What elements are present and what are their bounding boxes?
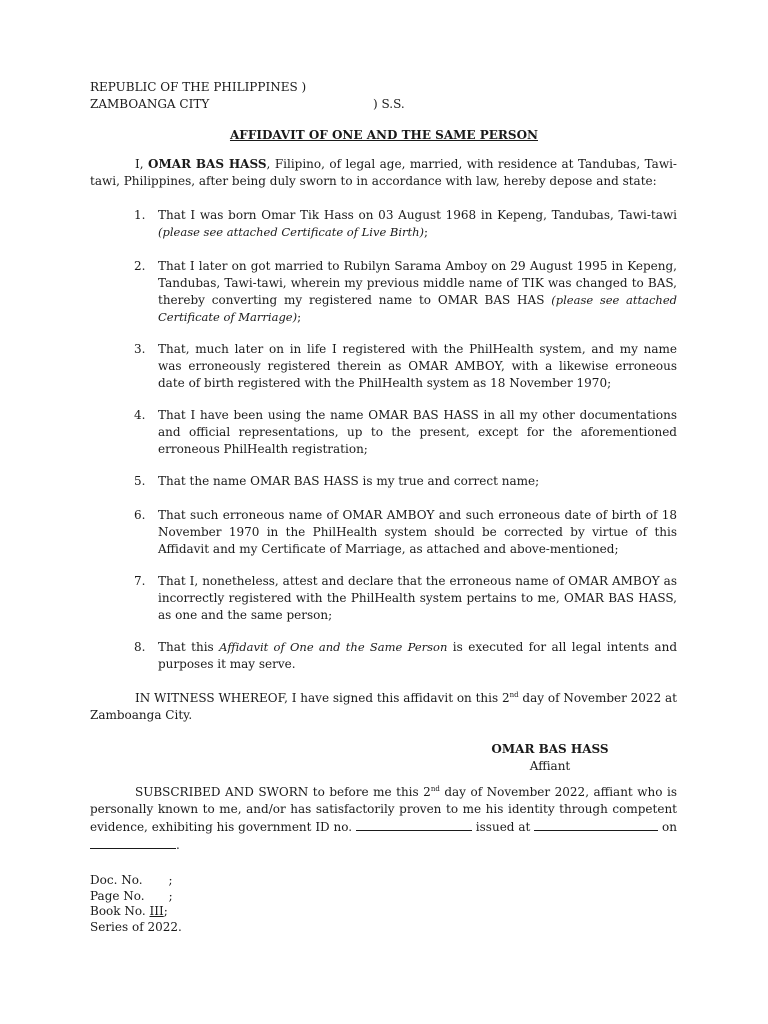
item-text: That I, nonetheless, attest and declare that the erroneous name of OMAR AMBOY as incorrectly registered with the PhilHealth system pertains to me, OMAR BAS HASS, as one and the same person; <box>158 574 677 622</box>
venue-republic: REPUBLIC OF THE PHILIPPINES ) <box>90 80 307 94</box>
venue-ss: ) S.S. <box>373 97 405 111</box>
item-number: 3. <box>134 342 146 356</box>
item-after: ; <box>424 225 429 239</box>
item-text: That I later on got married to Rubilyn Sarama Amboy on 29 August 1995 in Kepeng, Tandubas, Tawi-tawi, wherein my previous middle name of TIK was changed to BAS, thereby converting my registered name to OMAR BAS HAS <box>158 259 677 307</box>
jurat-text-2: day of November 2022, affiant who is personally known to me, and/or has satisfactorily proven to me his identity through competent evidence, exhibiting his government ID no. <box>90 785 677 834</box>
item-text: That such erroneous name of OMAR AMBOY and such erroneous date of birth of 18 November 1970 in the PhilHealth system should be corrected by virtue of this Affidavit and my Certificate of Marriage, as attached and above-mentioned; <box>158 508 677 556</box>
item-number: 1. <box>134 208 146 222</box>
page-no-label: Page No. <box>90 889 145 903</box>
notary-doc-no <box>90 872 173 889</box>
jurat-sup: nd <box>430 785 440 793</box>
doc-no-suffix: ; <box>168 873 173 887</box>
jurat-text-1: SUBSCRIBED AND SWORN to before me this 2 <box>135 785 431 799</box>
list-item <box>134 639 677 673</box>
list-item <box>134 341 677 392</box>
notary-book-no <box>90 903 168 920</box>
intro-prefix: I, <box>135 157 149 171</box>
list-item <box>134 407 677 458</box>
item-after: ; <box>297 310 302 324</box>
witness-sup: nd <box>509 691 519 699</box>
list-item <box>134 258 677 326</box>
doc-no-label: Doc. No. <box>90 873 143 887</box>
item-after: is executed for all legal intents and purposes it may serve. <box>158 640 678 671</box>
item-number: 8. <box>134 640 146 654</box>
jurat-paragraph <box>90 784 677 854</box>
intro-paragraph <box>90 156 677 190</box>
item-number: 4. <box>134 408 146 422</box>
item-number: 7. <box>134 574 146 588</box>
item-italic: (please see attached Certificate of Live Birth) <box>158 225 425 239</box>
document-title: AFFIDAVIT OF ONE AND THE SAME PERSON <box>229 128 538 142</box>
list-item <box>134 573 677 624</box>
venue-city <box>90 96 405 113</box>
item-text: That I was born Omar Tik Hass on 03 August 1968 in Kepeng, Tandubas, Tawi-tawi <box>158 208 677 222</box>
issued-on-blank[interactable] <box>90 836 176 849</box>
signature-block <box>440 741 660 775</box>
intro-text: , Filipino, of legal age, married, with residence at Tandubas, Tawi-tawi, Philippines, after being duly sworn to in accordance with law, hereby depose and state: <box>90 157 677 188</box>
page-no-suffix: ; <box>168 889 173 903</box>
item-italic: Affidavit of One and the Same Person <box>219 640 448 654</box>
item-number: 2. <box>134 259 146 273</box>
venue-city-name: ZAMBOANGA CITY <box>90 97 210 111</box>
item-text: That I have been using the name OMAR BAS HASS in all my other documentations and official representations, up to the present, except for the aforementioned erroneous PhilHealth registration; <box>158 408 677 456</box>
witness-paragraph <box>90 690 677 724</box>
list-item <box>134 207 677 241</box>
signature-name: OMAR BAS HASS <box>491 742 609 756</box>
affiant-name: OMAR BAS HASS <box>148 157 267 171</box>
witness-text-2: day of November 2022 at Zamboanga City. <box>90 691 677 722</box>
book-no-suffix: ; <box>163 904 168 918</box>
item-italic: (please see attached Certificate of Marriage) <box>158 293 677 324</box>
item-number: 5. <box>134 474 146 488</box>
signature-role: Affiant <box>529 759 571 773</box>
item-number: 6. <box>134 508 146 522</box>
jurat-on: on <box>658 820 677 834</box>
list-item <box>134 507 677 558</box>
book-no-label: Book No. <box>90 904 150 918</box>
witness-text-1: IN WITNESS WHEREOF, I have signed this affidavit on this 2 <box>135 691 510 705</box>
jurat-end: . <box>176 838 180 852</box>
item-text: That this <box>158 640 220 654</box>
issued-at-blank[interactable] <box>534 818 658 831</box>
item-text: That, much later on in life I registered with the PhilHealth system, and my name was erroneously registered therein as OMAR AMBOY, with a likewise erroneous date of birth registered with the PhilHealth system as 18 November 1970; <box>158 342 677 390</box>
notary-series: Series of 2022. <box>90 920 182 934</box>
item-text: That the name OMAR BAS HASS is my true and correct name; <box>158 474 540 488</box>
jurat-issued: issued at <box>471 820 535 834</box>
book-no-value: III <box>149 904 164 918</box>
id-number-blank[interactable] <box>356 818 472 831</box>
list-item <box>134 473 677 490</box>
